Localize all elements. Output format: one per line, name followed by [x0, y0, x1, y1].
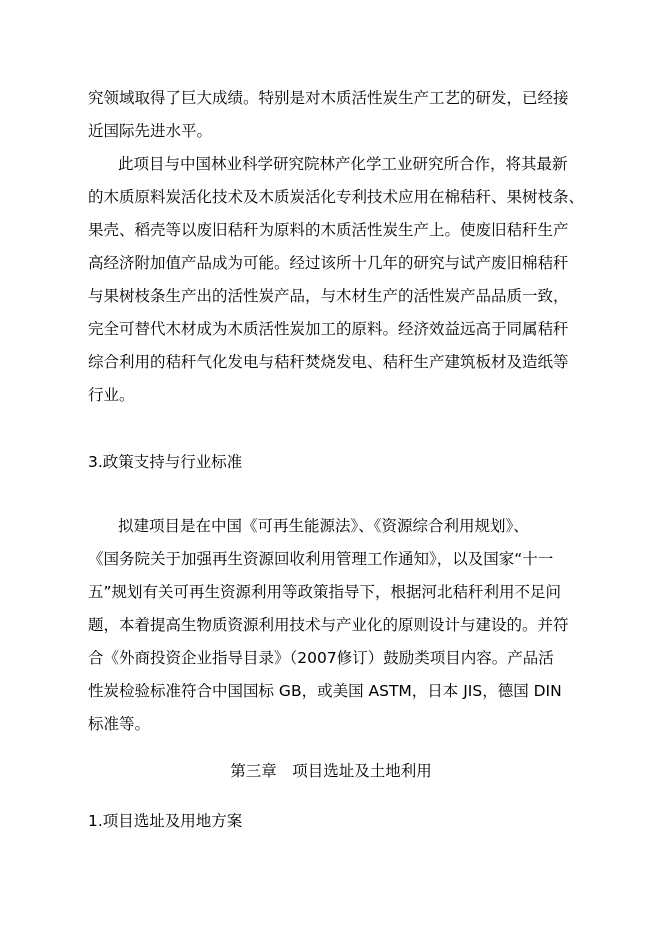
- section-1-heading: 1.项目选址及用地方案: [88, 812, 243, 830]
- para3-line-2: 《国务院关于加强再生资源回收利用管理工作通知》，以及国家“十一: [88, 550, 554, 568]
- para2-line-7: 综合利用的秸秆气化发电与秸秆焚烧发电、秸秆生产建筑板材及造纸等: [88, 353, 569, 371]
- para3-line-5: 合《外商投资企业指导目录》（2007修订）鼓励类项目内容。产品活: [88, 649, 554, 667]
- para1-line-2: 近国际先进水平。: [88, 122, 213, 140]
- para3-line-6: 性炭检验标准符合中国国标 GB，或美国 ASTM，日本 JIS，德国 DIN: [88, 682, 562, 700]
- para3-line-7: 标准等。: [88, 715, 151, 733]
- para3-line-4: 题，本着提高生物质资源利用技术与产业化的原则设计与建设的。并符: [88, 616, 569, 634]
- para2-line-6: 完全可替代木材成为木质活性炭加工的原料。经济效益远高于同属秸秆: [88, 320, 569, 338]
- para2-line-3: 果壳、稻壳等以废旧秸秆为原料的木质活性炭生产上。使废旧秸秆生产: [88, 221, 569, 239]
- section-3-heading: 3.政策支持与行业标准: [88, 453, 243, 471]
- para3-line-1: 拟建项目是在中国《可再生能源法》、《资源综合利用规划》、: [118, 517, 529, 535]
- para2-line-2: 的木质原料炭活化技术及木质炭活化专利技术应用在棉秸秆、果树枝条、: [88, 188, 585, 206]
- para2-line-4: 高经济附加值产品成为可能。经过该所十几年的研究与试产废旧棉秸秆: [88, 254, 569, 272]
- para2-line-5: 与果树枝条生产出的活性炭产品，与木材生产的活性炭产品品质一致，: [88, 287, 569, 305]
- para1-line-1: 究领域取得了巨大成绩。特别是对木质活性炭生产工艺的研发，已经接: [88, 89, 569, 107]
- para3-line-3: 五”规划有关可再生资源利用等政策指导下，根据河北秸秆利用不足问: [88, 583, 562, 601]
- chapter-3-title: 第三章 项目选址及土地利用: [230, 762, 432, 780]
- para2-line-1: 此项目与中国林业科学研究院林产化学工业研究所合作，将其最新: [118, 155, 568, 173]
- para2-line-8: 行业。: [88, 386, 135, 404]
